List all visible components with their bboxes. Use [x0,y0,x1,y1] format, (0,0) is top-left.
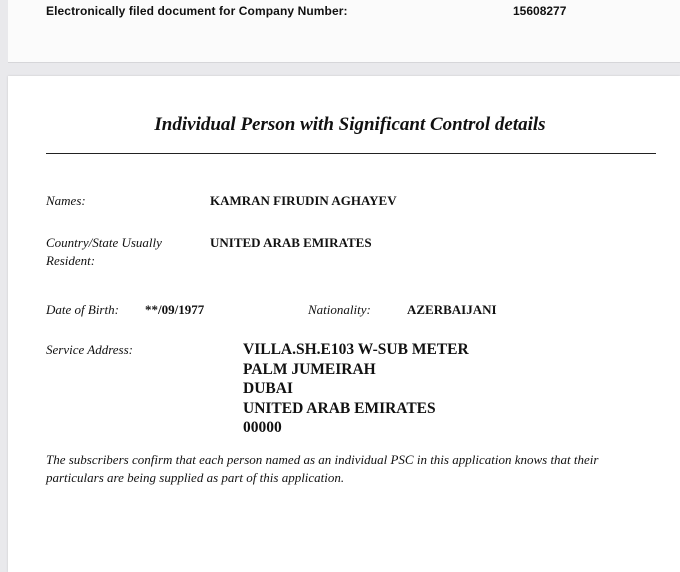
document-page [8,76,680,572]
service-address [243,340,469,438]
address-line: 00000 [243,419,282,436]
names-label: Names: [46,193,86,208]
address-line: UNITED ARAB EMIRATES [243,399,436,417]
country-label-line1: Country/State Usually [46,235,162,250]
address-line: PALM JUMEIRAH [243,360,376,378]
nationality-value: AZERBAIJANI [407,302,497,317]
country-label-line2: Resident: [46,253,96,268]
dob-label: Date of Birth: [46,302,119,317]
dob-value: **/09/1977 [145,302,205,317]
nationality-label: Nationality: [308,302,371,317]
names-value: KAMRAN FIRUDIN AGHAYEV [210,193,397,208]
address-line: DUBAI [243,380,293,397]
confirmation-statement: The subscribers confirm that each person named as an individual PSC in this application knows that their particulars are being supplied as part of this application. [46,452,599,485]
title-divider [46,153,656,154]
page-title: Individual Person with Significant Control details [154,114,546,135]
filed-document-label: Electronically filed document for Company Number: [46,4,348,18]
country-value: UNITED ARAB EMIRATES [210,235,372,250]
service-address-label: Service Address: [46,342,134,357]
address-line: VILLA.SH.E103 W-SUB METER [243,341,469,358]
company-number: 15608277 [513,4,567,18]
previous-page-strip [8,0,680,63]
